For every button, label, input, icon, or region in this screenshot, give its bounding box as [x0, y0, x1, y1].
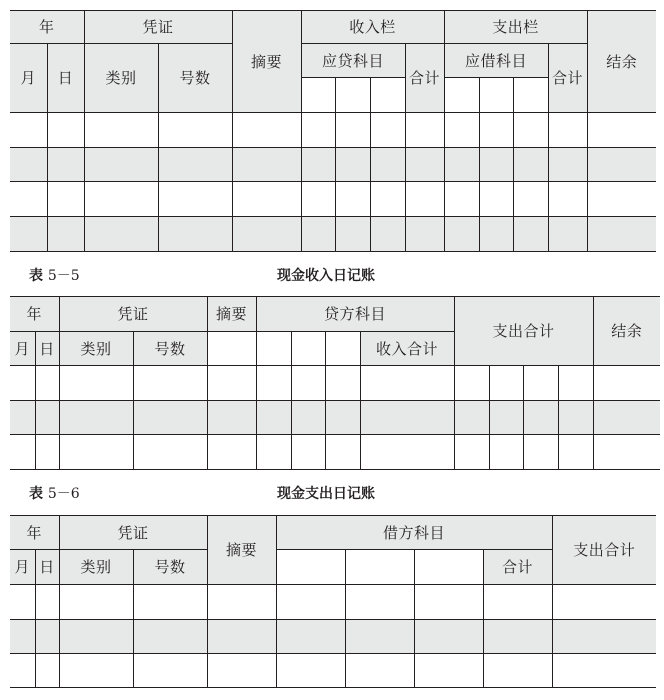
- subcol-blank: [325, 332, 360, 366]
- header-balance: 结余: [587, 11, 656, 113]
- header-day: 日: [35, 332, 59, 366]
- header-expense-total: 支出合计: [552, 516, 656, 585]
- table-row: [10, 435, 660, 470]
- header-balance: 结余: [593, 297, 660, 366]
- header-day: 日: [35, 550, 59, 585]
- header-voucher: 凭证: [59, 516, 207, 550]
- subcol-blank: [513, 78, 548, 113]
- table-row: [10, 148, 656, 182]
- subcol-blank: [276, 550, 345, 585]
- table-number: 表 5－6: [29, 486, 80, 502]
- subcol-blank: [479, 78, 513, 113]
- ledger-table-top: [10, 10, 656, 252]
- table-row: [10, 620, 656, 654]
- subcol-blank: [370, 78, 405, 113]
- table-row: [10, 182, 656, 217]
- table-row: [10, 366, 660, 401]
- header-year: 年: [10, 297, 59, 332]
- header-income-total: 收入合计: [360, 332, 454, 366]
- header-category: 类别: [84, 44, 158, 113]
- header-number: 号数: [133, 550, 207, 585]
- header-number: 号数: [158, 44, 232, 113]
- subcol-blank: [301, 78, 335, 113]
- header-summary: 摘要: [207, 297, 256, 332]
- cash-receipts-journal-table: [10, 296, 660, 470]
- header-category: 类别: [59, 550, 133, 585]
- header-month: 月: [10, 550, 35, 585]
- subcol-blank: [414, 550, 483, 585]
- table-row: [10, 585, 656, 620]
- header-credit-accounts: 贷方科目: [256, 297, 454, 332]
- header-month: 月: [10, 44, 47, 113]
- header-expense-total: 合计: [548, 44, 587, 113]
- header-year: 年: [10, 11, 84, 44]
- header-expense-total: 支出合计: [454, 297, 593, 366]
- table-caption-5-5: [29, 267, 629, 285]
- header-year: 年: [10, 516, 59, 550]
- header-debit-account: 应借科目: [444, 44, 548, 78]
- table-row: [10, 654, 656, 688]
- cash-disbursements-journal-table: [10, 515, 656, 688]
- table-row: [10, 217, 656, 252]
- header-category: 类别: [59, 332, 133, 366]
- table-row: [10, 113, 656, 148]
- subcol-blank: [207, 332, 256, 366]
- header-voucher: 凭证: [59, 297, 207, 332]
- subcol-blank: [335, 78, 370, 113]
- table-caption-5-6: [29, 485, 629, 503]
- header-credit-account: 应贷科目: [301, 44, 405, 78]
- header-income-total: 合计: [405, 44, 444, 113]
- header-total: 合计: [483, 550, 552, 585]
- table-number: 表 5－5: [29, 268, 80, 284]
- table-title: 现金收入日记账: [277, 268, 375, 284]
- header-debit-accounts: 借方科目: [276, 516, 552, 550]
- table-row: [10, 401, 660, 435]
- subcol-blank: [256, 332, 291, 366]
- header-number: 号数: [133, 332, 207, 366]
- header-summary: 摘要: [232, 11, 301, 113]
- header-summary: 摘要: [207, 516, 276, 585]
- header-month: 月: [10, 332, 35, 366]
- header-expense-column: 支出栏: [444, 11, 587, 44]
- table-title: 现金支出日记账: [277, 486, 375, 502]
- header-day: 日: [47, 44, 84, 113]
- subcol-blank: [444, 78, 479, 113]
- header-voucher: 凭证: [84, 11, 232, 44]
- subcol-blank: [345, 550, 414, 585]
- header-income-column: 收入栏: [301, 11, 444, 44]
- subcol-blank: [291, 332, 325, 366]
